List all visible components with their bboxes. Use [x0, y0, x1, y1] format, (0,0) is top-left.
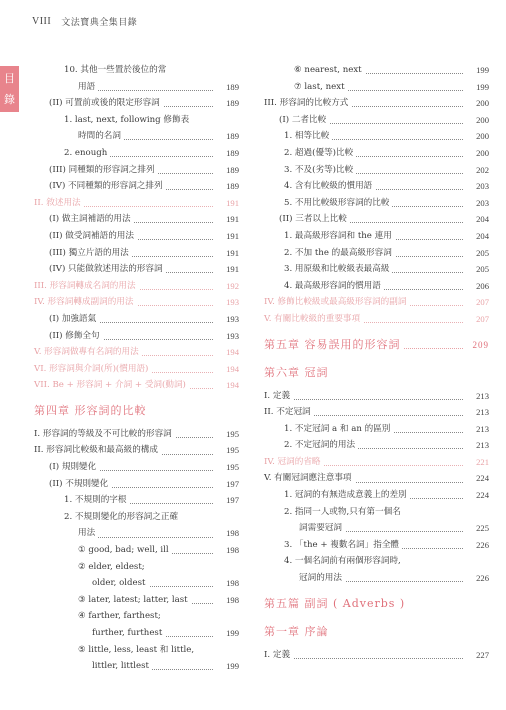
toc-entry [264, 112, 489, 129]
toc-page-number: 213 [476, 423, 489, 434]
toc-page-number: 195 [226, 462, 239, 473]
toc-page-number: 198 [226, 578, 239, 589]
toc-entry-title: V. 形容詞做專有名詞的用法 [34, 344, 142, 361]
toc-entry-title: 1. last, next, following 修飾表 [64, 112, 192, 129]
toc-entry [29, 642, 239, 659]
toc-entry-title: 第四章 形容詞的比較 [34, 400, 150, 422]
toc-page-number: 224 [476, 473, 489, 484]
toc-page-number: 189 [226, 98, 239, 109]
toc-entry [29, 311, 239, 328]
toc-entry [264, 162, 489, 179]
toc-entry [29, 211, 239, 228]
toc-entry-title: ④ farther, farthest; [78, 608, 164, 625]
toc-entry-title: 第一章 序論 [264, 621, 332, 643]
toc-entry-title: (III) 同種類的形容詞之排列 [49, 162, 158, 179]
toc-entry-title: 10. 其他一些置於後位的常 [64, 62, 169, 79]
toc-page-number: 194 [226, 363, 239, 374]
toc-entry [29, 328, 239, 345]
toc-entry [29, 426, 239, 443]
toc-entry-title: 2. 指同一人或物,只有第一個名 [284, 504, 404, 521]
toc-entry-title: ③ later, latest; latter, last [78, 592, 191, 609]
toc-entry [29, 145, 239, 162]
toc-entry-title: 3. 「the + 複數名詞」指全體 [284, 537, 402, 554]
toc-entry [264, 553, 489, 570]
toc-entry [264, 570, 489, 587]
section-tab: 目錄 [0, 66, 19, 112]
toc-page-number: 213 [476, 440, 489, 451]
toc-entry-title: littler, littlest [92, 658, 152, 675]
toc-entry [29, 658, 239, 675]
toc-entry-title: (II) 三者以上比較 [279, 211, 350, 228]
toc-entry [264, 647, 489, 664]
toc-page-number: 204 [476, 214, 489, 225]
toc-page-number: 194 [226, 347, 239, 358]
toc-entry-title: III. 形容詞的比較方式 [264, 95, 351, 112]
toc-page-number: 224 [476, 490, 489, 501]
toc-entry-title: I. 定義 [264, 647, 293, 664]
toc-page-number: 200 [476, 147, 489, 158]
toc-entry-title: II. 形容詞比較級和最高級的構成 [34, 442, 161, 459]
toc-chapter-heading [264, 593, 489, 615]
toc-entry-title: (IV) 不同種類的形容詞之排列 [49, 178, 166, 195]
toc-entry-title: I. 定義 [264, 388, 293, 405]
toc-entry [264, 79, 489, 96]
toc-entry [29, 195, 239, 212]
toc-entry [29, 95, 239, 112]
toc-page-number: 200 [476, 131, 489, 142]
toc-page-number: 207 [476, 313, 489, 324]
toc-entry-title: 2. 超過(優等)比較 [284, 145, 356, 162]
toc-entry [29, 128, 239, 145]
toc-entry [29, 608, 239, 625]
toc-page-number: 200 [476, 114, 489, 125]
toc-entry [29, 509, 239, 526]
toc-page-number: 193 [226, 313, 239, 324]
toc-entry-title: 1. 冠詞的有無造成意義上的差別 [284, 487, 410, 504]
toc-entry [29, 79, 239, 96]
toc-entry-title: 第五篇 副詞 ( Adverbs ) [264, 593, 408, 615]
toc-entry [29, 476, 239, 493]
toc-entry [29, 361, 239, 378]
toc-entry-title: 2. 不加 the 的最高級形容詞 [284, 245, 395, 262]
page-number: VIII [32, 15, 52, 27]
toc-entry [264, 62, 489, 79]
toc-entry-title: IV. 修飾比較級或最高級形容詞的副詞 [264, 294, 409, 311]
toc-entry-title: 4. 最高級形容詞的慣用語 [284, 278, 384, 295]
toc-page-number: 198 [226, 545, 239, 556]
toc-entry-title: older, oldest [92, 575, 149, 592]
toc-entry [29, 525, 239, 542]
toc-entry [264, 487, 489, 504]
toc-entry-title: (II) 不規則變化 [49, 476, 111, 493]
toc-page-number: 193 [226, 297, 239, 308]
toc-entry-title: 4. 一個名詞前有兩個形容詞時, [284, 553, 404, 570]
dot-leader [264, 399, 463, 400]
toc-page-number: 203 [476, 197, 489, 208]
toc-page-number: 213 [476, 407, 489, 418]
toc-chapter-heading [264, 334, 489, 356]
toc-entry-title: (II) 修飾全句 [49, 328, 103, 345]
toc-entry [264, 228, 489, 245]
toc-entry-title: 第六章 冠詞 [264, 362, 332, 384]
toc-entry-title: I. 形容詞的等級及不可比較的形容詞 [34, 426, 175, 443]
toc-entry [29, 559, 239, 576]
toc-page-number: 193 [226, 330, 239, 341]
toc-page-number: 202 [476, 164, 489, 175]
dot-leader [78, 90, 213, 91]
toc-page-number: 209 [472, 339, 489, 350]
toc-entry [264, 178, 489, 195]
toc-page-number: 189 [226, 164, 239, 175]
toc-entry-title: 冠詞的用法 [299, 570, 345, 587]
toc-entry-title: (IV) 只能做敘述用法的形容詞 [49, 261, 166, 278]
toc-page-number: 203 [476, 181, 489, 192]
toc-page-number: 191 [226, 230, 239, 241]
toc-entry-title: 2. enough [64, 145, 110, 162]
toc-entry-title: 1. 最高級形容詞和 the 連用 [284, 228, 395, 245]
toc-entry [29, 278, 239, 295]
toc-entry-title: 用法 [78, 525, 98, 542]
toc-page-number: 227 [476, 649, 489, 660]
toc-page-number: 204 [476, 230, 489, 241]
toc-entry-title: ① good, bad; well, ill [78, 542, 172, 559]
toc-entry [264, 128, 489, 145]
toc-page-number: 221 [476, 456, 489, 467]
toc-entry [29, 442, 239, 459]
toc-entry [29, 592, 239, 609]
toc-entry-title: 2. 不規則變化的形容詞之正確 [64, 509, 181, 526]
toc-entry [264, 520, 489, 537]
toc-entry [29, 178, 239, 195]
toc-entry-title: 1. 不規則的字根 [64, 492, 130, 509]
toc-entry [264, 388, 489, 405]
toc-entry-title: 3. 不及(劣等)比較 [284, 162, 356, 179]
toc-entry-title: (I) 規則變化 [49, 459, 99, 476]
toc-entry [264, 195, 489, 212]
toc-page-number: 195 [226, 428, 239, 439]
page-header [32, 12, 137, 30]
toc-entry [264, 278, 489, 295]
toc-entry [29, 492, 239, 509]
toc-entry [29, 575, 239, 592]
toc-entry-title: 1. 不定冠詞 a 和 an 的區別 [284, 421, 393, 438]
toc-entry [29, 459, 239, 476]
toc-entry [264, 421, 489, 438]
toc-entry-title: IV. 形容詞轉成副詞的用法 [34, 294, 137, 311]
toc-entry-title: IV. 冠詞的省略 [264, 454, 324, 471]
toc-entry-title: III. 形容詞轉成名詞的用法 [34, 278, 139, 295]
toc-entry-title: further, furthest [92, 625, 165, 642]
toc-page-number: 205 [476, 264, 489, 275]
toc-chapter-heading [29, 400, 239, 422]
toc-entry-title: 用語 [78, 79, 98, 96]
toc-entry [264, 311, 489, 328]
toc-page-number: 199 [476, 81, 489, 92]
toc-page-number: 195 [226, 445, 239, 456]
toc-entry-title: (I) 加強語氣 [49, 311, 99, 328]
toc-entry [264, 145, 489, 162]
toc-page-number: 205 [476, 247, 489, 258]
toc-entry [29, 377, 239, 394]
toc-page-number: 191 [226, 214, 239, 225]
toc-page-number: 226 [476, 573, 489, 584]
toc-entry [29, 294, 239, 311]
toc-page-number: 189 [226, 147, 239, 158]
toc-page-number: 192 [226, 280, 239, 291]
toc-page-number: 199 [476, 65, 489, 75]
toc-entry [264, 245, 489, 262]
toc-entry-title: (II) 做受詞補語的用法 [49, 228, 137, 245]
toc-column-right [264, 62, 489, 663]
toc-entry [264, 537, 489, 554]
toc-page-number: 213 [476, 390, 489, 401]
toc-entry-title: ② elder, eldest; [78, 559, 148, 576]
toc-entry-title: 2. 不定冠詞的用法 [284, 437, 358, 454]
toc-page-number: 194 [226, 380, 239, 391]
toc-entry [264, 95, 489, 112]
toc-page-number: 199 [226, 628, 239, 638]
toc-entry [29, 625, 239, 642]
toc-page-number: 200 [476, 98, 489, 109]
toc-entry-title: II. 敘述用法 [34, 195, 84, 212]
dot-leader [78, 537, 213, 538]
toc-page-number: 197 [226, 495, 239, 506]
dot-leader [264, 658, 463, 659]
toc-entry-title: VII. Be + 形容詞 + 介詞 + 受詞(動詞) [34, 377, 189, 394]
toc-page-number: 189 [226, 81, 239, 92]
toc-entry [29, 162, 239, 179]
toc-entry [29, 261, 239, 278]
toc-page-number: 207 [476, 297, 489, 308]
toc-page-number: 226 [476, 539, 489, 550]
toc-entry [29, 112, 239, 129]
toc-page-number: 198 [226, 594, 239, 605]
toc-entry-title: V. 有關比較級的重要事項 [264, 311, 363, 328]
toc-entry-title: 第五章 容易誤用的形容詞 [264, 334, 404, 356]
toc-entry-title: (I) 做主詞補語的用法 [49, 211, 134, 228]
toc-page-number: 198 [226, 528, 239, 539]
toc-entry [264, 404, 489, 421]
toc-entry [29, 228, 239, 245]
toc-entry [264, 261, 489, 278]
toc-entry-title: ⑥ nearest, next [294, 62, 365, 79]
toc-entry-title: 4. 含有比較級的慣用語 [284, 178, 375, 195]
toc-entry-title: V. 有關冠詞應注意事項 [264, 470, 355, 487]
toc-page-number: 191 [226, 197, 239, 208]
toc-entry [264, 504, 489, 521]
toc-entry-title: (I) 二者比較 [279, 112, 329, 129]
toc-entry-title: ⑦ last, next [294, 79, 348, 96]
toc-page-number: 197 [226, 478, 239, 489]
toc-entry-title: VI. 形容詞與介詞(所)(慣用語) [34, 361, 151, 378]
toc-page-number: 191 [226, 264, 239, 275]
toc-chapter-heading [264, 621, 489, 643]
toc-entry [29, 62, 239, 79]
toc-page-number: 191 [226, 247, 239, 258]
toc-entry-title: (III) 獨立片語的用法 [49, 245, 132, 262]
toc-entry [264, 437, 489, 454]
toc-entry [29, 245, 239, 262]
toc-chapter-heading [264, 362, 489, 384]
toc-entry [264, 294, 489, 311]
toc-entry-title: 詞需要冠詞 [299, 520, 345, 537]
toc-entry-title: 1. 相等比較 [284, 128, 332, 145]
toc-entry [29, 344, 239, 361]
toc-entry [264, 211, 489, 228]
toc-entry-title: ⑤ little, less, least 和 little, [78, 642, 197, 659]
toc-page-number: 199 [226, 661, 239, 672]
toc-entry-title: 3. 用原級和比較級表最高級 [284, 261, 392, 278]
toc-entry-title: II. 不定冠詞 [264, 404, 314, 421]
toc-column-left [29, 62, 239, 675]
toc-entry-title: 5. 不用比較級形容詞的比較 [284, 195, 392, 212]
toc-entry-title: 時間的名詞 [78, 128, 124, 145]
toc-page-number: 189 [226, 131, 239, 142]
toc-entry [29, 542, 239, 559]
toc-page-number: 206 [476, 280, 489, 291]
toc-page-number: 225 [476, 523, 489, 534]
toc-entry [264, 470, 489, 487]
toc-entry-title: (II) 可置前或後的限定形容詞 [49, 95, 163, 112]
header-title: 文法寶典全集目錄 [61, 17, 138, 28]
toc-page-number: 189 [226, 181, 239, 192]
toc-entry [264, 454, 489, 471]
